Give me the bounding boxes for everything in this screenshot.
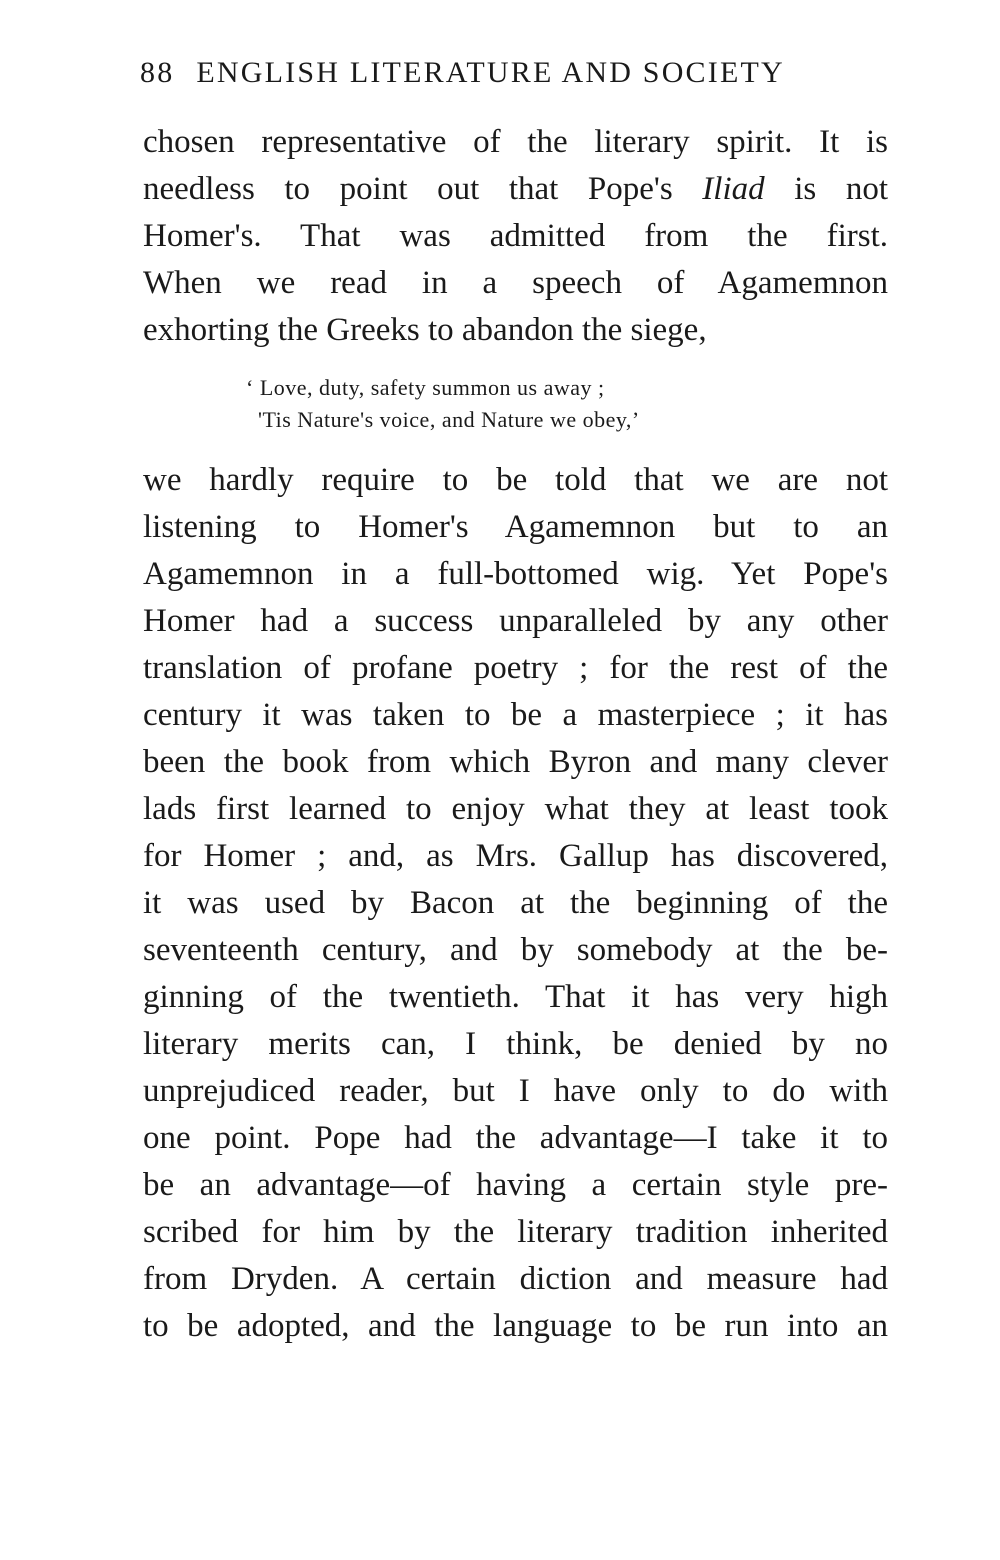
text-line: from Dryden. A certain diction and measure had [143,1261,888,1297]
text-line: Homer had a success unparalleled by any other [143,603,888,639]
text-segment: is not [794,171,888,207]
text-line: been the book from which Byron and many clever [143,744,888,780]
text-line: scribed for him by the literary tradition inherited [143,1214,888,1250]
text-line: be an advantage—of having a certain style pre- [143,1167,888,1203]
text-line: Homer's. That was admitted from the first. [143,218,888,254]
text-segment: needless to point out that Pope's [143,171,673,207]
text-line: for Homer ; and, as Mrs. Gallup has discovered, [143,838,888,874]
verse-quotation [246,372,640,436]
text-line: one point. Pope had the advantage—I take it to [143,1120,888,1156]
text-line: century it was taken to be a masterpiece ; it has [143,697,888,733]
text-line: chosen representative of the literary spirit. It is [143,124,888,160]
text-line: Agamemnon in a full-bottomed wig. Yet Pope's [143,556,888,592]
text-line: ginning of the twentieth. That it has very high [143,979,888,1015]
quote-line: 'Tis Nature's voice, and Nature we obey,’ [258,407,640,432]
page-number: 88 [140,56,175,89]
text-line: we hardly require to be told that we are not [143,462,888,498]
text-line: exhorting the Greeks to abandon the siege, [143,312,707,348]
paragraph-1 [143,119,888,354]
text-line: seventeenth century, and by somebody at the be- [143,932,888,968]
text-line: to be adopted, and the language to be run into an [143,1308,888,1344]
running-header [140,56,890,90]
quote-line: ‘ Love, duty, safety summon us away ; [246,375,605,400]
text-line: When we read in a speech of Agamemnon [143,265,888,301]
text-line-with-italic [143,166,888,213]
text-line: literary merits can, I think, be denied by no [143,1026,888,1062]
text-line: translation of profane poetry ; for the rest of the [143,650,888,686]
text-line: lads first learned to enjoy what they at least took [143,791,888,827]
text-line: listening to Homer's Agamemnon but to an [143,509,888,545]
paragraph-2 [143,457,888,1350]
running-title: ENGLISH LITERATURE AND SOCIETY [196,56,785,89]
italic-title: Iliad [702,171,765,207]
text-line: it was used by Bacon at the beginning of the [143,885,888,921]
text-line: unprejudiced reader, but I have only to do with [143,1073,888,1109]
